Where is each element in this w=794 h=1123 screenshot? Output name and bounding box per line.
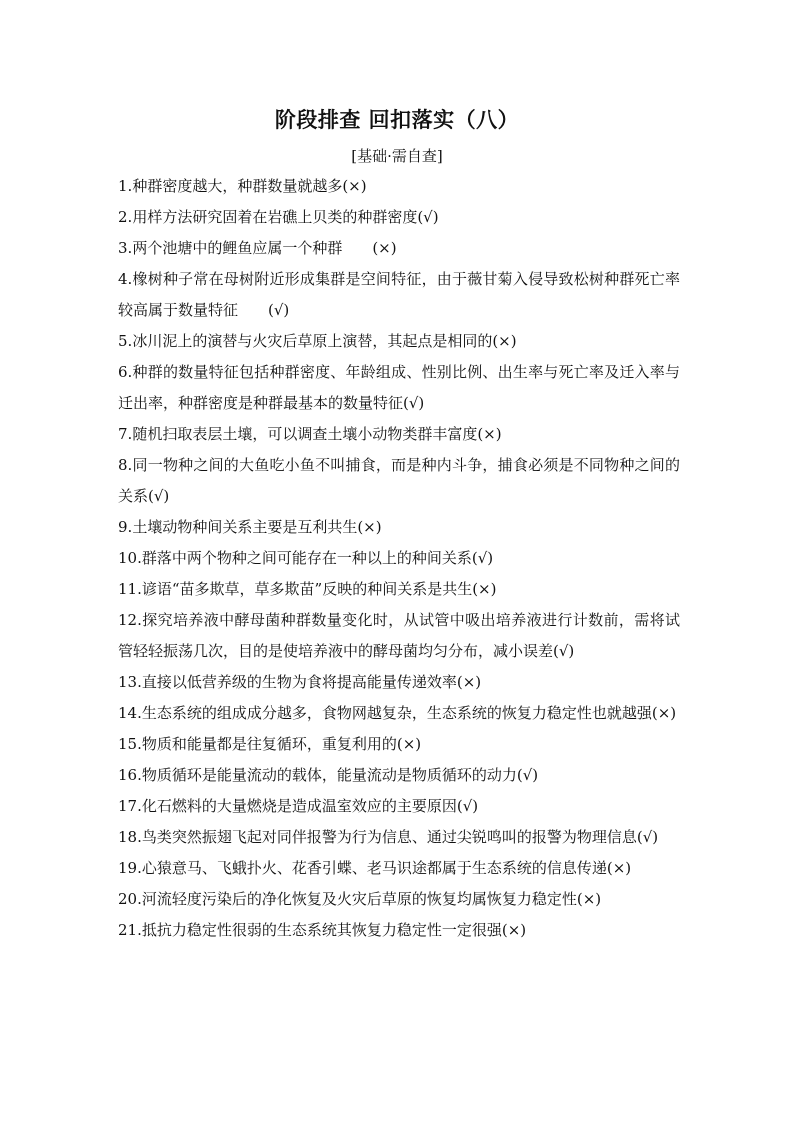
item-text: 鸟类突然振翅飞起对同伴报警为行为信息、通过尖锐鸣叫的报警为物理信息 xyxy=(141,828,637,846)
list-item-2 xyxy=(118,202,680,233)
item-text: 土壤动物种间关系主要是互利共生 xyxy=(132,518,358,536)
item-number: 17. xyxy=(118,797,142,815)
item-text: 随机扫取表层土壤，可以调查土壤小动物类群丰富度 xyxy=(132,425,478,443)
item-mark: (×) xyxy=(396,735,422,753)
list-item-4 xyxy=(118,264,680,326)
list-item-14 xyxy=(118,698,680,729)
item-number: 5. xyxy=(118,332,133,350)
list-item-11 xyxy=(118,574,680,605)
item-mark: (×) xyxy=(492,332,517,350)
item-number: 6. xyxy=(118,363,133,381)
item-mark: (×) xyxy=(576,890,602,908)
item-text: 河流轻度污染后的净化恢复及火灾后草原的恢复均属恢复力稳定性 xyxy=(141,890,577,908)
item-number: 2. xyxy=(118,208,133,226)
item-text: 直接以低营养级的生物为食将提高能量传递效率 xyxy=(141,673,457,691)
item-text: 种群密度越大，种群数量就越多 xyxy=(132,177,343,195)
list-item-20 xyxy=(118,884,680,915)
list-item-5 xyxy=(118,326,680,357)
item-text: 同一物种之间的大鱼吃小鱼不叫捕食，而是种内斗争，捕食必须是不同物种之间的关系 xyxy=(118,456,680,505)
item-number: 11. xyxy=(118,580,142,598)
item-number: 14. xyxy=(118,704,142,722)
item-text: 抵抗力稳定性很弱的生态系统其恢复力稳定性一定很强 xyxy=(141,921,502,939)
item-mark: (√) xyxy=(456,797,479,815)
item-number: 15. xyxy=(118,735,142,753)
list-item-1 xyxy=(118,171,680,202)
item-mark: (√) xyxy=(268,301,290,319)
item-mark: (√) xyxy=(417,208,439,226)
item-mark: (√) xyxy=(636,828,659,846)
item-number: 8. xyxy=(118,456,133,474)
list-item-18 xyxy=(118,822,680,853)
item-text: 种群的数量特征包括种群密度、年龄组成、性别比例、出生率与死亡率及迁入率与迁出率，种群密度是种群最基本的数量特征 xyxy=(118,363,680,412)
item-number: 18. xyxy=(118,828,142,846)
item-number: 3. xyxy=(118,239,133,257)
list-item-15 xyxy=(118,729,680,760)
item-number: 19. xyxy=(118,859,142,877)
item-text: 两个池塘中的鲤鱼应属一个种群 xyxy=(132,239,343,257)
item-text: 物质循环是能量流动的载体，能量流动是物质循环的动力 xyxy=(141,766,517,784)
list-item-8 xyxy=(118,450,680,512)
list-item-7 xyxy=(118,419,680,450)
item-text: 生态系统的组成成分越多，食物网越复杂，生态系统的恢复力稳定性也就越强 xyxy=(141,704,652,722)
item-number: 13. xyxy=(118,673,142,691)
list-item-6 xyxy=(118,357,680,419)
item-mark: (√) xyxy=(403,394,425,412)
item-mark: (×) xyxy=(456,673,482,691)
item-mark: (×) xyxy=(477,425,502,443)
item-text: 橡树种子常在母树附近形成集群是空间特征，由于薇甘菊入侵导致松树种群死亡率较高属于数量特征 xyxy=(118,270,680,319)
section-subtitle: [基础·需自查] xyxy=(351,147,443,165)
list-item-21 xyxy=(118,915,680,946)
list-item-12 xyxy=(118,605,680,667)
item-mark: (×) xyxy=(472,580,497,598)
list-item-16 xyxy=(118,760,680,791)
item-mark: (×) xyxy=(342,177,367,195)
list-item-19 xyxy=(118,853,680,884)
item-mark: (×) xyxy=(372,239,397,257)
item-mark: (√) xyxy=(516,766,539,784)
item-text: 物质和能量都是往复循环，重复利用的 xyxy=(141,735,397,753)
item-number: 9. xyxy=(118,518,133,536)
list-item-13 xyxy=(118,667,680,698)
item-number: 4. xyxy=(118,270,133,288)
item-mark: (×) xyxy=(501,921,527,939)
list-item-9 xyxy=(118,512,680,543)
item-text: 用样方法研究固着在岩礁上贝类的种群密度 xyxy=(132,208,418,226)
page-title: 阶段排查 回扣落实（八） xyxy=(274,108,520,132)
item-number: 21. xyxy=(118,921,142,939)
item-text: 谚语“苗多欺草，草多欺苗”反映的种间关系是共生 xyxy=(141,580,473,598)
item-number: 1. xyxy=(118,177,133,195)
list-item-17 xyxy=(118,791,680,822)
item-number: 20. xyxy=(118,890,142,908)
list-item-10 xyxy=(118,543,680,574)
item-mark: (×) xyxy=(651,704,677,722)
item-number: 7. xyxy=(118,425,133,443)
item-mark: (×) xyxy=(606,859,632,877)
item-number: 10. xyxy=(118,549,142,567)
item-text: 探究培养液中酵母菌种群数量变化时，从试管中吸出培养液进行计数前，需将试管轻轻振荡几次，目的是使培养液中的酵母菌均匀分布，减小误差 xyxy=(118,611,680,660)
item-text: 心猿意马、飞蛾扑火、花香引蝶、老马识途都属于生态系统的信息传递 xyxy=(141,859,607,877)
item-text: 群落中两个物种之间可能存在一种以上的种间关系 xyxy=(141,549,472,567)
item-mark: (√) xyxy=(553,642,575,660)
item-mark: (×) xyxy=(357,518,382,536)
question-list xyxy=(118,171,680,946)
item-mark: (√) xyxy=(148,487,170,505)
item-number: 12. xyxy=(118,611,142,629)
item-text: 化石燃料的大量燃烧是造成温室效应的主要原因 xyxy=(141,797,457,815)
item-text: 冰川泥上的演替与火灾后草原上演替，其起点是相同的 xyxy=(132,332,493,350)
item-number: 16. xyxy=(118,766,142,784)
item-mark: (√) xyxy=(471,549,494,567)
list-item-3 xyxy=(118,233,680,264)
